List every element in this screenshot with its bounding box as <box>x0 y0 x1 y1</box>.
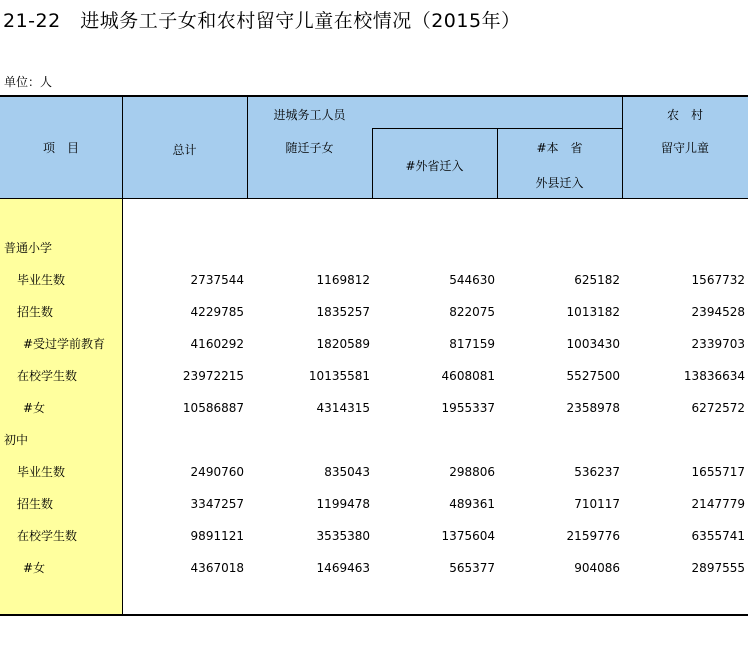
cell-other-province: 817159 <box>449 337 495 351</box>
cell-other-province: 1955337 <box>441 401 495 415</box>
row-label: 毕业生数 <box>17 465 66 479</box>
cell-other-province: 1375604 <box>441 529 495 543</box>
section-label: 普通小学 <box>4 241 53 255</box>
cell-rural: 13836634 <box>683 369 745 383</box>
row-label: 毕业生数 <box>17 273 66 287</box>
cell-other-province: 298806 <box>449 465 495 479</box>
divider <box>372 128 623 129</box>
cell-other-province: 822075 <box>449 305 495 319</box>
cell-other-province: 565377 <box>449 561 495 575</box>
cell-migrant: 1199478 <box>316 497 370 511</box>
cell-other-province: 489361 <box>449 497 495 511</box>
cell-migrant: 835043 <box>324 465 370 479</box>
row-label: #受过学前教育 <box>23 337 106 351</box>
cell-total: 2490760 <box>190 465 244 479</box>
header-other-province: #外省迁入 <box>405 159 464 173</box>
row-label: #女 <box>23 561 46 575</box>
row-label: 在校学生数 <box>17 369 78 383</box>
cell-total: 10586887 <box>182 401 244 415</box>
cell-total: 9891121 <box>190 529 244 543</box>
cell-same-province: 536237 <box>574 465 620 479</box>
cell-same-province: 625182 <box>574 273 620 287</box>
cell-total: 4160292 <box>190 337 244 351</box>
divider <box>0 198 748 199</box>
divider <box>122 95 123 616</box>
row-label: 招生数 <box>17 305 54 319</box>
cell-other-province: 544630 <box>449 273 495 287</box>
header-rural: 农 村 <box>666 108 703 122</box>
cell-same-province: 2358978 <box>566 401 620 415</box>
row-label: 招生数 <box>17 497 54 511</box>
row-stub-column <box>0 199 122 616</box>
cell-same-province: 5527500 <box>566 369 620 383</box>
cell-same-province: 904086 <box>574 561 620 575</box>
cell-rural: 2147779 <box>691 497 745 511</box>
cell-rural: 2394528 <box>691 305 745 319</box>
cell-total: 3347257 <box>190 497 244 511</box>
cell-total: 4367018 <box>190 561 244 575</box>
row-label: 在校学生数 <box>17 529 78 543</box>
cell-same-province: 1013182 <box>566 305 620 319</box>
header-same-province: #本 省 <box>536 141 583 155</box>
cell-rural: 2897555 <box>691 561 745 575</box>
header-migrant-group: 进城务工人员 <box>273 108 346 122</box>
cell-same-province: 710117 <box>574 497 620 511</box>
header-total: 总计 <box>172 143 197 157</box>
cell-migrant: 4314315 <box>316 401 370 415</box>
cell-migrant: 1169812 <box>316 273 370 287</box>
data-table <box>0 95 748 616</box>
cell-rural: 1567732 <box>691 273 745 287</box>
cell-migrant: 1835257 <box>316 305 370 319</box>
cell-rural: 6355741 <box>691 529 745 543</box>
cell-rural: 6272572 <box>691 401 745 415</box>
header-item: 项 目 <box>42 141 79 155</box>
cell-total: 2737544 <box>190 273 244 287</box>
cell-migrant: 10135581 <box>308 369 370 383</box>
cell-migrant: 1469463 <box>316 561 370 575</box>
cell-other-province: 4608081 <box>441 369 495 383</box>
cell-total: 4229785 <box>190 305 244 319</box>
cell-rural: 1655717 <box>691 465 745 479</box>
cell-total: 23972215 <box>182 369 244 383</box>
cell-same-province: 2159776 <box>566 529 620 543</box>
unit-label: 单位：人 <box>4 75 53 89</box>
row-label: #女 <box>23 401 46 415</box>
page-title: 21-22 进城务工子女和农村留守儿童在校情况（2015年） <box>3 10 521 32</box>
header-rural-sub: 留守儿童 <box>660 141 709 155</box>
cell-rural: 2339703 <box>691 337 745 351</box>
header-migrant-children: 随迁子女 <box>285 141 334 155</box>
header-same-province-sub: 外县迁入 <box>535 176 584 190</box>
cell-same-province: 1003430 <box>566 337 620 351</box>
section-label: 初中 <box>4 433 29 447</box>
cell-migrant: 1820589 <box>316 337 370 351</box>
cell-migrant: 3535380 <box>316 529 370 543</box>
table-bottom-rule <box>0 614 748 616</box>
